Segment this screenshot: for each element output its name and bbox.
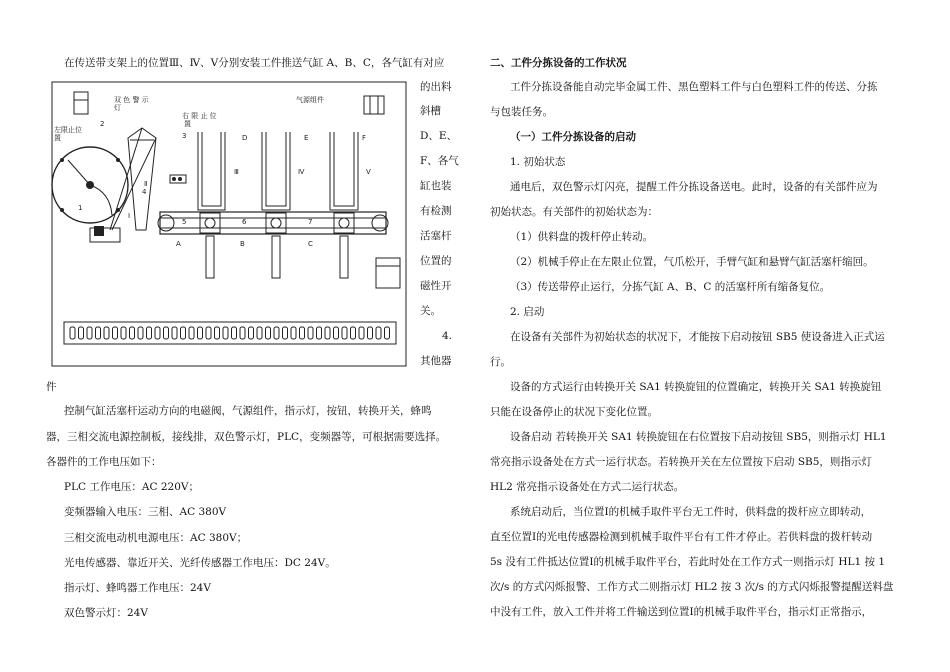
- voltage-line: 光电传感器、靠近开关、光纤传感器工作电压：DC 24V。: [64, 557, 336, 569]
- wrap-line: 斜槽: [420, 105, 441, 117]
- wrap-end: 件: [46, 381, 57, 393]
- wrap-line: 的出料: [420, 81, 452, 93]
- label-6: 6: [242, 218, 247, 226]
- label-F: F: [362, 134, 367, 142]
- step-title: 1. 初始状态: [510, 156, 566, 168]
- wrap-line: D、E、: [420, 130, 458, 142]
- right-para: 中没有工件，放入工件并将工件输送到位置Ⅰ的机械手取件平台，指示灯正常指示，: [490, 606, 873, 618]
- label-3: 3: [182, 132, 187, 140]
- left-para: 各器件的工作电压如下：: [46, 456, 162, 468]
- right-para: 系统启动后，当位置Ⅰ的机械手取件平台无工件时，供料盘的拨杆应立即转动，: [510, 506, 872, 518]
- label-7: 7: [308, 218, 313, 226]
- right-para: 与包装任务。: [490, 106, 553, 118]
- left-intro: 在传送带支架上的位置Ⅲ、Ⅳ、Ⅴ分别安装工件推送气缸 A、B、C，各气缸有对应: [64, 57, 445, 69]
- right-para: 初始状态。有关部件的初始状态为：: [490, 206, 658, 218]
- right-para: 常亮指示设备处在方式一运行状态。若转换开关在左位置按下启动 SB5，则指示灯: [490, 456, 872, 468]
- label-D: D: [242, 134, 248, 142]
- wrap-line: 4.: [442, 330, 453, 342]
- equipment-diagram: [50, 80, 410, 370]
- label-4: 4: [142, 188, 147, 196]
- sub-heading: （一）工件分拣设备的启动: [510, 131, 636, 143]
- label-B: B: [240, 240, 245, 248]
- right-para: 工件分拣设备能自动完毕金属工件、黑色塑料工件与白色塑料工件的传送、分拣: [510, 81, 878, 93]
- voltage-line: PLC 工作电压：AC 220V；: [64, 481, 199, 493]
- label-air-source: 气源组件: [296, 96, 324, 104]
- right-para: 设备的方式运行由转换开关 SA1 转换旋钮的位置确定，转换开关 SA1 转换旋钮: [510, 381, 882, 393]
- right-para: 5s 没有工件抵达位置Ⅰ的机械手取件平台，若此时处在工作方式一则指示灯 HL1 按 1: [490, 556, 886, 568]
- left-para: 控制气缸活塞杆运动方向的电磁阀，气源组件，指示灯，按钮，转换开关，蜂鸣: [64, 405, 432, 417]
- wrap-line: 关。: [420, 305, 441, 317]
- label-A: A: [176, 240, 181, 248]
- voltage-line: 三相交流电动机电源电压：AC 380V；: [64, 532, 248, 544]
- right-para: 设备启动 若转换开关 SA1 转换旋钮在右位置按下启动按钮 SB5，则指示灯 HL1: [510, 431, 887, 443]
- right-para: 在设备有关部件为初始状态的状况下，才能按下启动按钮 SB5 使设备进入正式运: [510, 331, 885, 343]
- left-para: 器，三相交流电源控制板，接线排，双色警示灯，PLC，变频器等，可根据需要选择。: [46, 431, 447, 443]
- list-item: （2）机械手停止在左限止位置，气爪松开，手臂气缸和悬臂气缸活塞杆缩回。: [510, 256, 874, 268]
- label-warning-light: 灯: [114, 104, 121, 112]
- label-roman-3: Ⅲ: [234, 168, 239, 176]
- label-roman-5: Ⅴ: [366, 168, 371, 176]
- label-left-limit: 左限止位: [54, 126, 82, 134]
- list-item: （1）供料盘的拨杆停止转动。: [510, 231, 654, 243]
- right-para: 直至位置Ⅰ的光电传感器检测到机械手取件平台有工件才停止。若供料盘的拨杆转动: [490, 531, 873, 543]
- label-roman-2: Ⅱ: [144, 180, 148, 188]
- label-E: E: [304, 134, 309, 142]
- label-right-limit: 右 限 止 位: [182, 112, 217, 120]
- label-roman-4: Ⅳ: [298, 168, 305, 176]
- right-para: 次/s 的方式闪烁报警、工作方式二则指示灯 HL2 按 3 次/s 的方式闪烁报警提醒送料盘: [490, 581, 894, 593]
- label-warning-light: 双 色 警 示: [114, 96, 149, 104]
- label-5: 5: [182, 218, 187, 226]
- wrap-line: 缸也装: [420, 180, 452, 192]
- voltage-line: 变频器输入电压：三相、AC 380V: [64, 506, 227, 518]
- right-para: HL2 常亮指示设备处在方式二运行状态。: [490, 481, 685, 493]
- list-item: （3）传送带停止运行，分拣气缸 A、B、C 的活塞杆所有缩备复位。: [510, 281, 831, 293]
- label-2: 2: [100, 120, 105, 128]
- wrap-line: 活塞杆: [420, 230, 452, 242]
- label-1: 1: [78, 204, 83, 212]
- wrap-line: 磁性开: [420, 280, 452, 292]
- section-heading: 二、工件分拣设备的工作状况: [490, 57, 627, 69]
- label-right-limit: 置: [184, 120, 191, 128]
- label-left-limit: 置: [54, 134, 61, 142]
- right-para: 行。: [490, 356, 511, 368]
- voltage-line: 指示灯、蜂鸣器工作电压：24V: [64, 582, 211, 594]
- right-para: 通电后，双色警示灯闪亮，提醒工件分拣设备送电。此时，设备的有关部件应为: [510, 181, 878, 193]
- right-para: 只能在设备停止的状况下变化位置。: [490, 406, 658, 418]
- wrap-line: 有检测: [420, 205, 452, 217]
- wrap-line: F、各气: [420, 155, 459, 167]
- label-C: C: [308, 240, 313, 248]
- wrap-line: 其他器: [420, 355, 452, 367]
- label-roman-1: Ⅰ: [128, 212, 131, 220]
- voltage-line: 双色警示灯：24V: [64, 607, 148, 619]
- wrap-line: 位置的: [420, 255, 452, 267]
- step-title: 2. 启动: [510, 306, 545, 318]
